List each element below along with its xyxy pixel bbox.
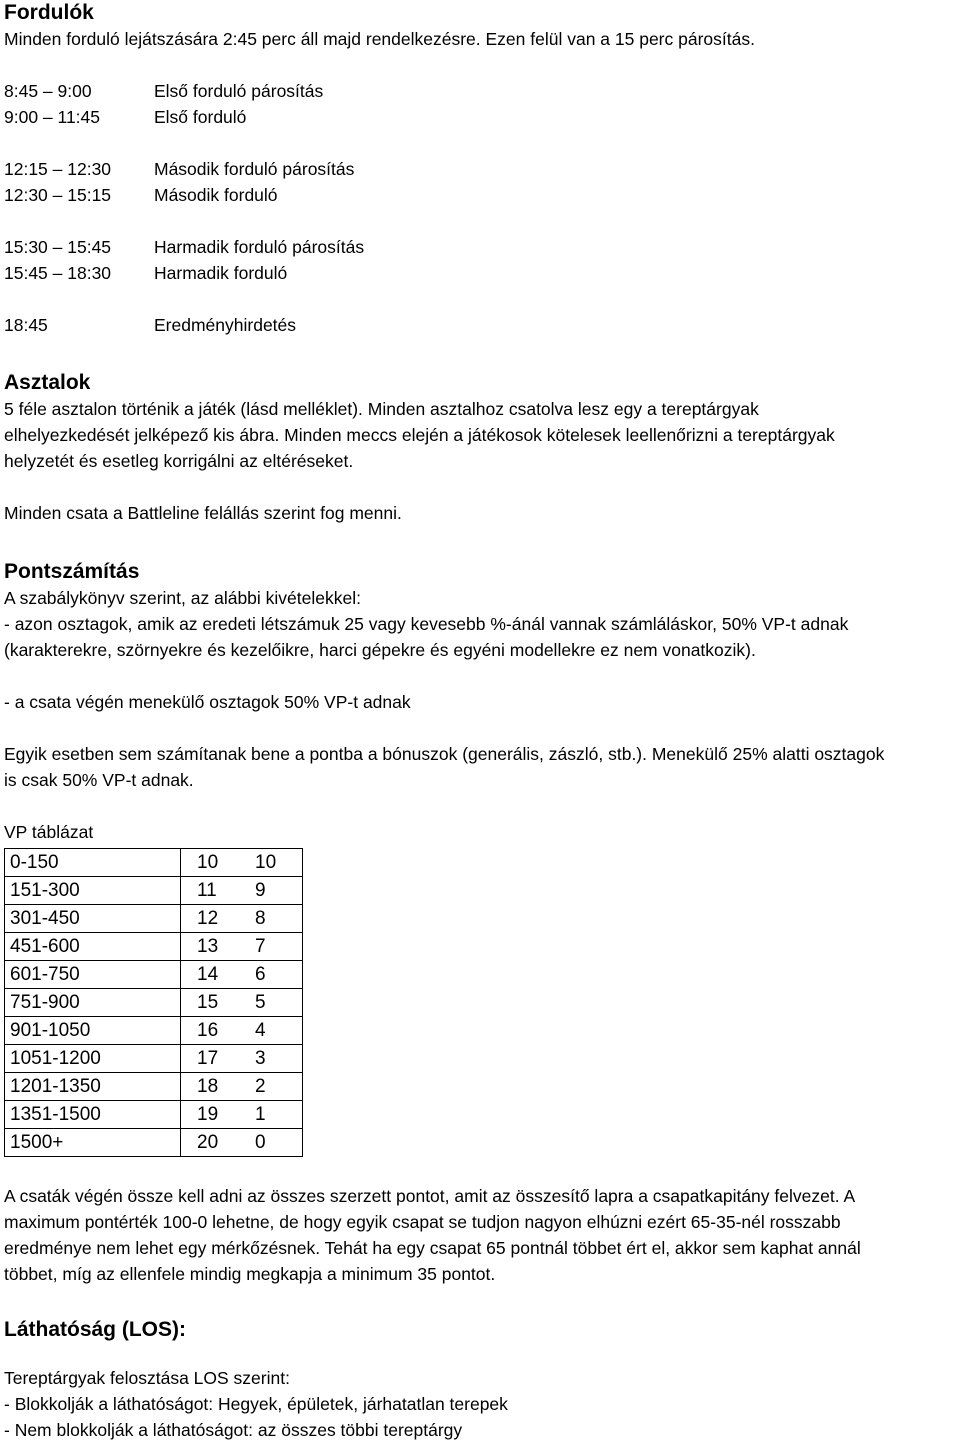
schedule-event: Második forduló párosítás <box>154 159 355 179</box>
los-heading: Láthatóság (LOS): <box>4 1318 186 1341</box>
schedule-event: Első forduló párosítás <box>154 81 324 101</box>
vp-range-cell: 901-1050 <box>5 1017 181 1045</box>
scoring-line: - azon osztagok, amik az eredeti létszámuk 25 vagy kevesebb %-ánál vannak számláláskor, 50% VP-t adnak <box>4 614 849 634</box>
vp-range-cell: 1500+ <box>5 1129 181 1157</box>
table-row <box>5 933 303 961</box>
los-line: Tereptárgyak felosztása LOS szerint: <box>4 1368 290 1388</box>
vp-loser-cell: 0 <box>249 1129 303 1157</box>
vp-winner-cell: 11 <box>181 877 250 905</box>
table-row <box>5 1045 303 1073</box>
vp-loser-cell: 6 <box>249 961 303 989</box>
table-row <box>5 849 303 877</box>
tables-paragraph-line: 5 féle asztalon történik a játék (lásd melléklet). Minden asztalhoz csatolva lesz egy a tereptárgyak <box>4 399 759 419</box>
schedule-event: Első forduló <box>154 107 247 127</box>
table-row <box>5 877 303 905</box>
schedule-time: 12:30 – 15:15 <box>4 185 112 205</box>
vp-range-cell: 151-300 <box>5 877 181 905</box>
los-section <box>4 1317 956 1443</box>
table-row <box>5 1129 303 1157</box>
vp-range-cell: 1351-1500 <box>5 1101 181 1129</box>
tables-paragraph-line: elhelyezkedését jelképező kis ábra. Minden meccs elején a játékosok kötelesek leellenőrizni a tereptárgyak <box>4 425 835 445</box>
vp-winner-cell: 14 <box>181 961 250 989</box>
schedule-event: Második forduló <box>154 185 278 205</box>
rounds-section <box>4 0 956 338</box>
table-row <box>5 989 303 1017</box>
table-row <box>5 1073 303 1101</box>
schedule-time: 15:30 – 15:45 <box>4 237 112 257</box>
scoring-line: (karakterekre, szörnyekre és kezelőikre, harci gépekre és egyéni modellekre ez nem vonatkozik). <box>4 640 756 660</box>
scoring-line: Egyik esetben sem számítanak bene a pontba a bónuszok (generális, zászló, stb.). Menekülő 25% alatti osztagok <box>4 744 885 764</box>
vp-winner-cell: 15 <box>181 989 250 1017</box>
schedule-row <box>4 312 956 338</box>
scoring-heading: Pontszámítás <box>4 560 140 583</box>
table-row <box>5 961 303 989</box>
schedule-event: Eredményhirdetés <box>154 315 297 335</box>
vp-range-cell: 601-750 <box>5 961 181 989</box>
vp-loser-cell: 3 <box>249 1045 303 1073</box>
schedule-event: Harmadik forduló párosítás <box>154 237 365 257</box>
los-line: - Nem blokkolják a láthatóságot: az összes többi tereptárgy <box>4 1420 463 1440</box>
vp-winner-cell: 20 <box>181 1129 250 1157</box>
scoring-summary-line: többet, míg az ellenfele mindig megkapja a minimum 35 pontot. <box>4 1264 496 1284</box>
tables-heading: Asztalok <box>4 371 91 394</box>
scoring-line: is csak 50% VP-t adnak. <box>4 770 194 790</box>
vp-winner-cell: 17 <box>181 1045 250 1073</box>
schedule-row <box>4 78 956 104</box>
scoring-line: - a csata végén menekülő osztagok 50% VP-t adnak <box>4 692 411 712</box>
vp-winner-cell: 12 <box>181 905 250 933</box>
vp-loser-cell: 9 <box>249 877 303 905</box>
schedule-row <box>4 182 956 208</box>
schedule-time: 9:00 – 11:45 <box>4 107 101 127</box>
vp-winner-cell: 19 <box>181 1101 250 1129</box>
vp-winner-cell: 10 <box>181 849 250 877</box>
vp-range-cell: 451-600 <box>5 933 181 961</box>
scoring-line: A szabálykönyv szerint, az alábbi kivételekkel: <box>4 588 361 608</box>
schedule-time: 12:15 – 12:30 <box>4 159 112 179</box>
schedule-row <box>4 260 956 286</box>
los-line: - Blokkolják a láthatóságot: Hegyek, épületek, járhatatlan terepek <box>4 1394 508 1414</box>
rounds-intro: Minden forduló lejátszására 2:45 perc áll majd rendelkezésre. Ezen felül van a 15 perc párosítás. <box>4 29 755 49</box>
scoring-summary-line: A csaták végén össze kell adni az összes szerzett pontot, amit az összesítő lapra a csapatkapitány felvezet. A <box>4 1186 856 1206</box>
vp-loser-cell: 1 <box>249 1101 303 1129</box>
schedule-row <box>4 156 956 182</box>
scoring-section <box>4 559 956 1287</box>
schedule-time: 15:45 – 18:30 <box>4 263 112 283</box>
vp-winner-cell: 13 <box>181 933 250 961</box>
schedule-row <box>4 234 956 260</box>
tables-battleline-note: Minden csata a Battleline felállás szerint fog menni. <box>4 503 402 523</box>
table-row <box>5 905 303 933</box>
vp-table-label: VP táblázat <box>4 822 94 842</box>
scoring-summary-line: eredménye nem lehet egy mérkőzésnek. Tehát ha egy csapat 65 pontnál többet ért el, akkor sem kaphat annál <box>4 1238 861 1258</box>
vp-range-cell: 0-150 <box>5 849 181 877</box>
vp-range-cell: 1201-1350 <box>5 1073 181 1101</box>
schedule-time: 18:45 <box>4 315 48 335</box>
tables-paragraph-line: helyzetét és esetleg korrigálni az eltéréseket. <box>4 451 354 471</box>
vp-loser-cell: 7 <box>249 933 303 961</box>
tables-section <box>4 370 956 526</box>
rounds-heading: Fordulók <box>4 1 94 24</box>
table-row <box>5 1101 303 1129</box>
vp-loser-cell: 8 <box>249 905 303 933</box>
vp-range-cell: 301-450 <box>5 905 181 933</box>
vp-range-cell: 1051-1200 <box>5 1045 181 1073</box>
vp-range-cell: 751-900 <box>5 989 181 1017</box>
table-row <box>5 1017 303 1045</box>
vp-winner-cell: 18 <box>181 1073 250 1101</box>
vp-winner-cell: 16 <box>181 1017 250 1045</box>
schedule-row <box>4 104 956 130</box>
vp-loser-cell: 2 <box>249 1073 303 1101</box>
vp-table <box>4 848 303 1157</box>
vp-loser-cell: 4 <box>249 1017 303 1045</box>
scoring-summary-line: maximum pontérték 100-0 lehetne, de hogy egyik csapat se tudjon nagyon elhúzni ezért 65-35-nél rosszabb <box>4 1212 841 1232</box>
vp-loser-cell: 10 <box>249 849 303 877</box>
schedule-time: 8:45 – 9:00 <box>4 81 92 101</box>
schedule-event: Harmadik forduló <box>154 263 288 283</box>
vp-loser-cell: 5 <box>249 989 303 1017</box>
